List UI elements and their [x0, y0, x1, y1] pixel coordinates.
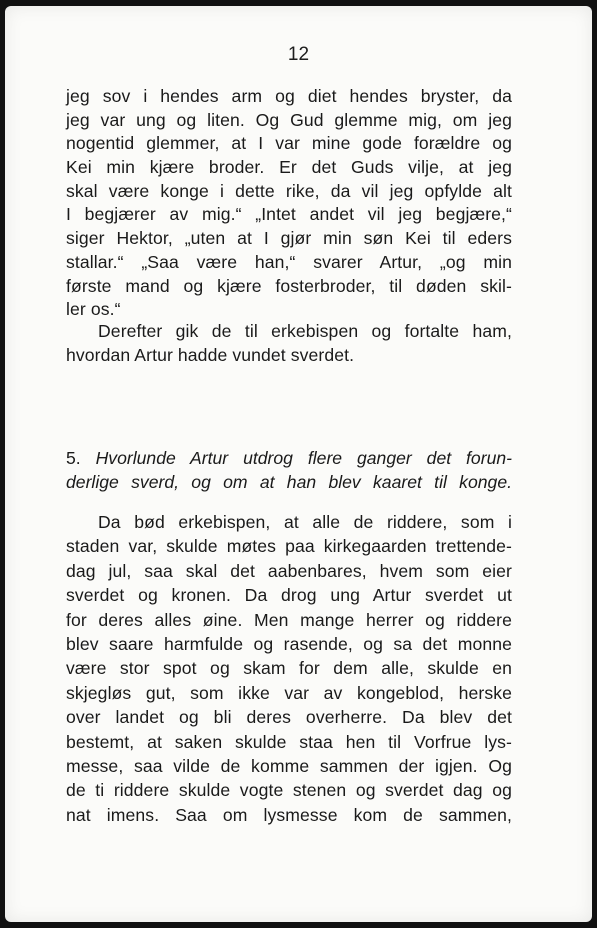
text-line: I begjærer av mig.“ „Intet andet vil jeg begjære,“	[66, 204, 512, 225]
book-page	[5, 6, 592, 922]
text-line: nogentid glemmer, at I var mine gode forældre og	[66, 133, 512, 154]
text-line: bestemt, at saken skulde staa hen til Vorfrue lys-	[66, 731, 512, 752]
text-line: skal være konge i dette rike, da vil jeg opfylde alt	[66, 180, 512, 201]
text-line: de ti riddere skulde vogte stenen og sverdet dag og	[66, 780, 512, 801]
text-line: for deres alles øine. Men mange herrer og riddere	[66, 609, 512, 630]
chapter-heading-line-2	[66, 470, 512, 494]
text-line: dag jul, saa skal det aabenbares, hvem som eier	[66, 560, 512, 581]
text-line: jeg sov i hendes arm og diet hendes bryster, da	[66, 86, 512, 106]
text-line: hvordan Artur hadde vundet sverdet.	[66, 344, 355, 365]
text-line: Kei min kjære broder. Er det Guds vilje, at jeg	[66, 157, 512, 178]
text-line: være stor spot og skam for dem alle, skulde en	[66, 658, 512, 679]
text-line: Da bød erkebispen, at alle de riddere, som i	[98, 512, 512, 532]
text-line: jeg var ung og liten. Og Gud glemme mig, om jeg	[66, 109, 512, 130]
text-line: over landet og bli deres overherre. Da blev det	[66, 707, 512, 728]
chapter-heading	[66, 446, 512, 494]
text-line: blev saare harmfulde og rasende, og sa det monne	[66, 633, 512, 654]
chapter-title-part-2: derlige sverd, og om at han blev kaaret til konge.	[66, 472, 512, 492]
text-line: første mand og kjære fosterbroder, til døden skil-	[66, 275, 512, 296]
paragraph-derefter	[66, 320, 512, 367]
chapter-heading-line-1	[66, 446, 512, 470]
page-number: 12	[287, 44, 310, 65]
text-line: stallar.“ „Saa være han,“ svarer Artur, „og min	[66, 251, 512, 272]
paragraph-da-bod	[66, 510, 512, 827]
text-line: siger Hektor, „uten at I gjør min søn Kei til eders	[66, 228, 512, 249]
text-line: nat imens. Saa om lysmesse kom de sammen,	[66, 804, 512, 825]
text-line: skjegløs gut, som ikke var av kongeblod, herske	[66, 682, 512, 703]
text-line: ler os.“	[66, 299, 121, 320]
paragraph-continued	[66, 85, 512, 322]
text-line: staden var, skulde møtes paa kirkegaarden trettende-	[66, 536, 512, 557]
text-line: messe, saa vilde de komme sammen der igjen. Og	[66, 755, 512, 776]
chapter-title-part-1: Hvorlunde Artur utdrog flere ganger det forun-	[95, 448, 512, 468]
chapter-number: 5.	[66, 448, 81, 468]
text-line: Derefter gik de til erkebispen og fortalte ham,	[98, 321, 512, 341]
text-line: sverdet og kronen. Da drog ung Artur sverdet ut	[66, 585, 512, 606]
